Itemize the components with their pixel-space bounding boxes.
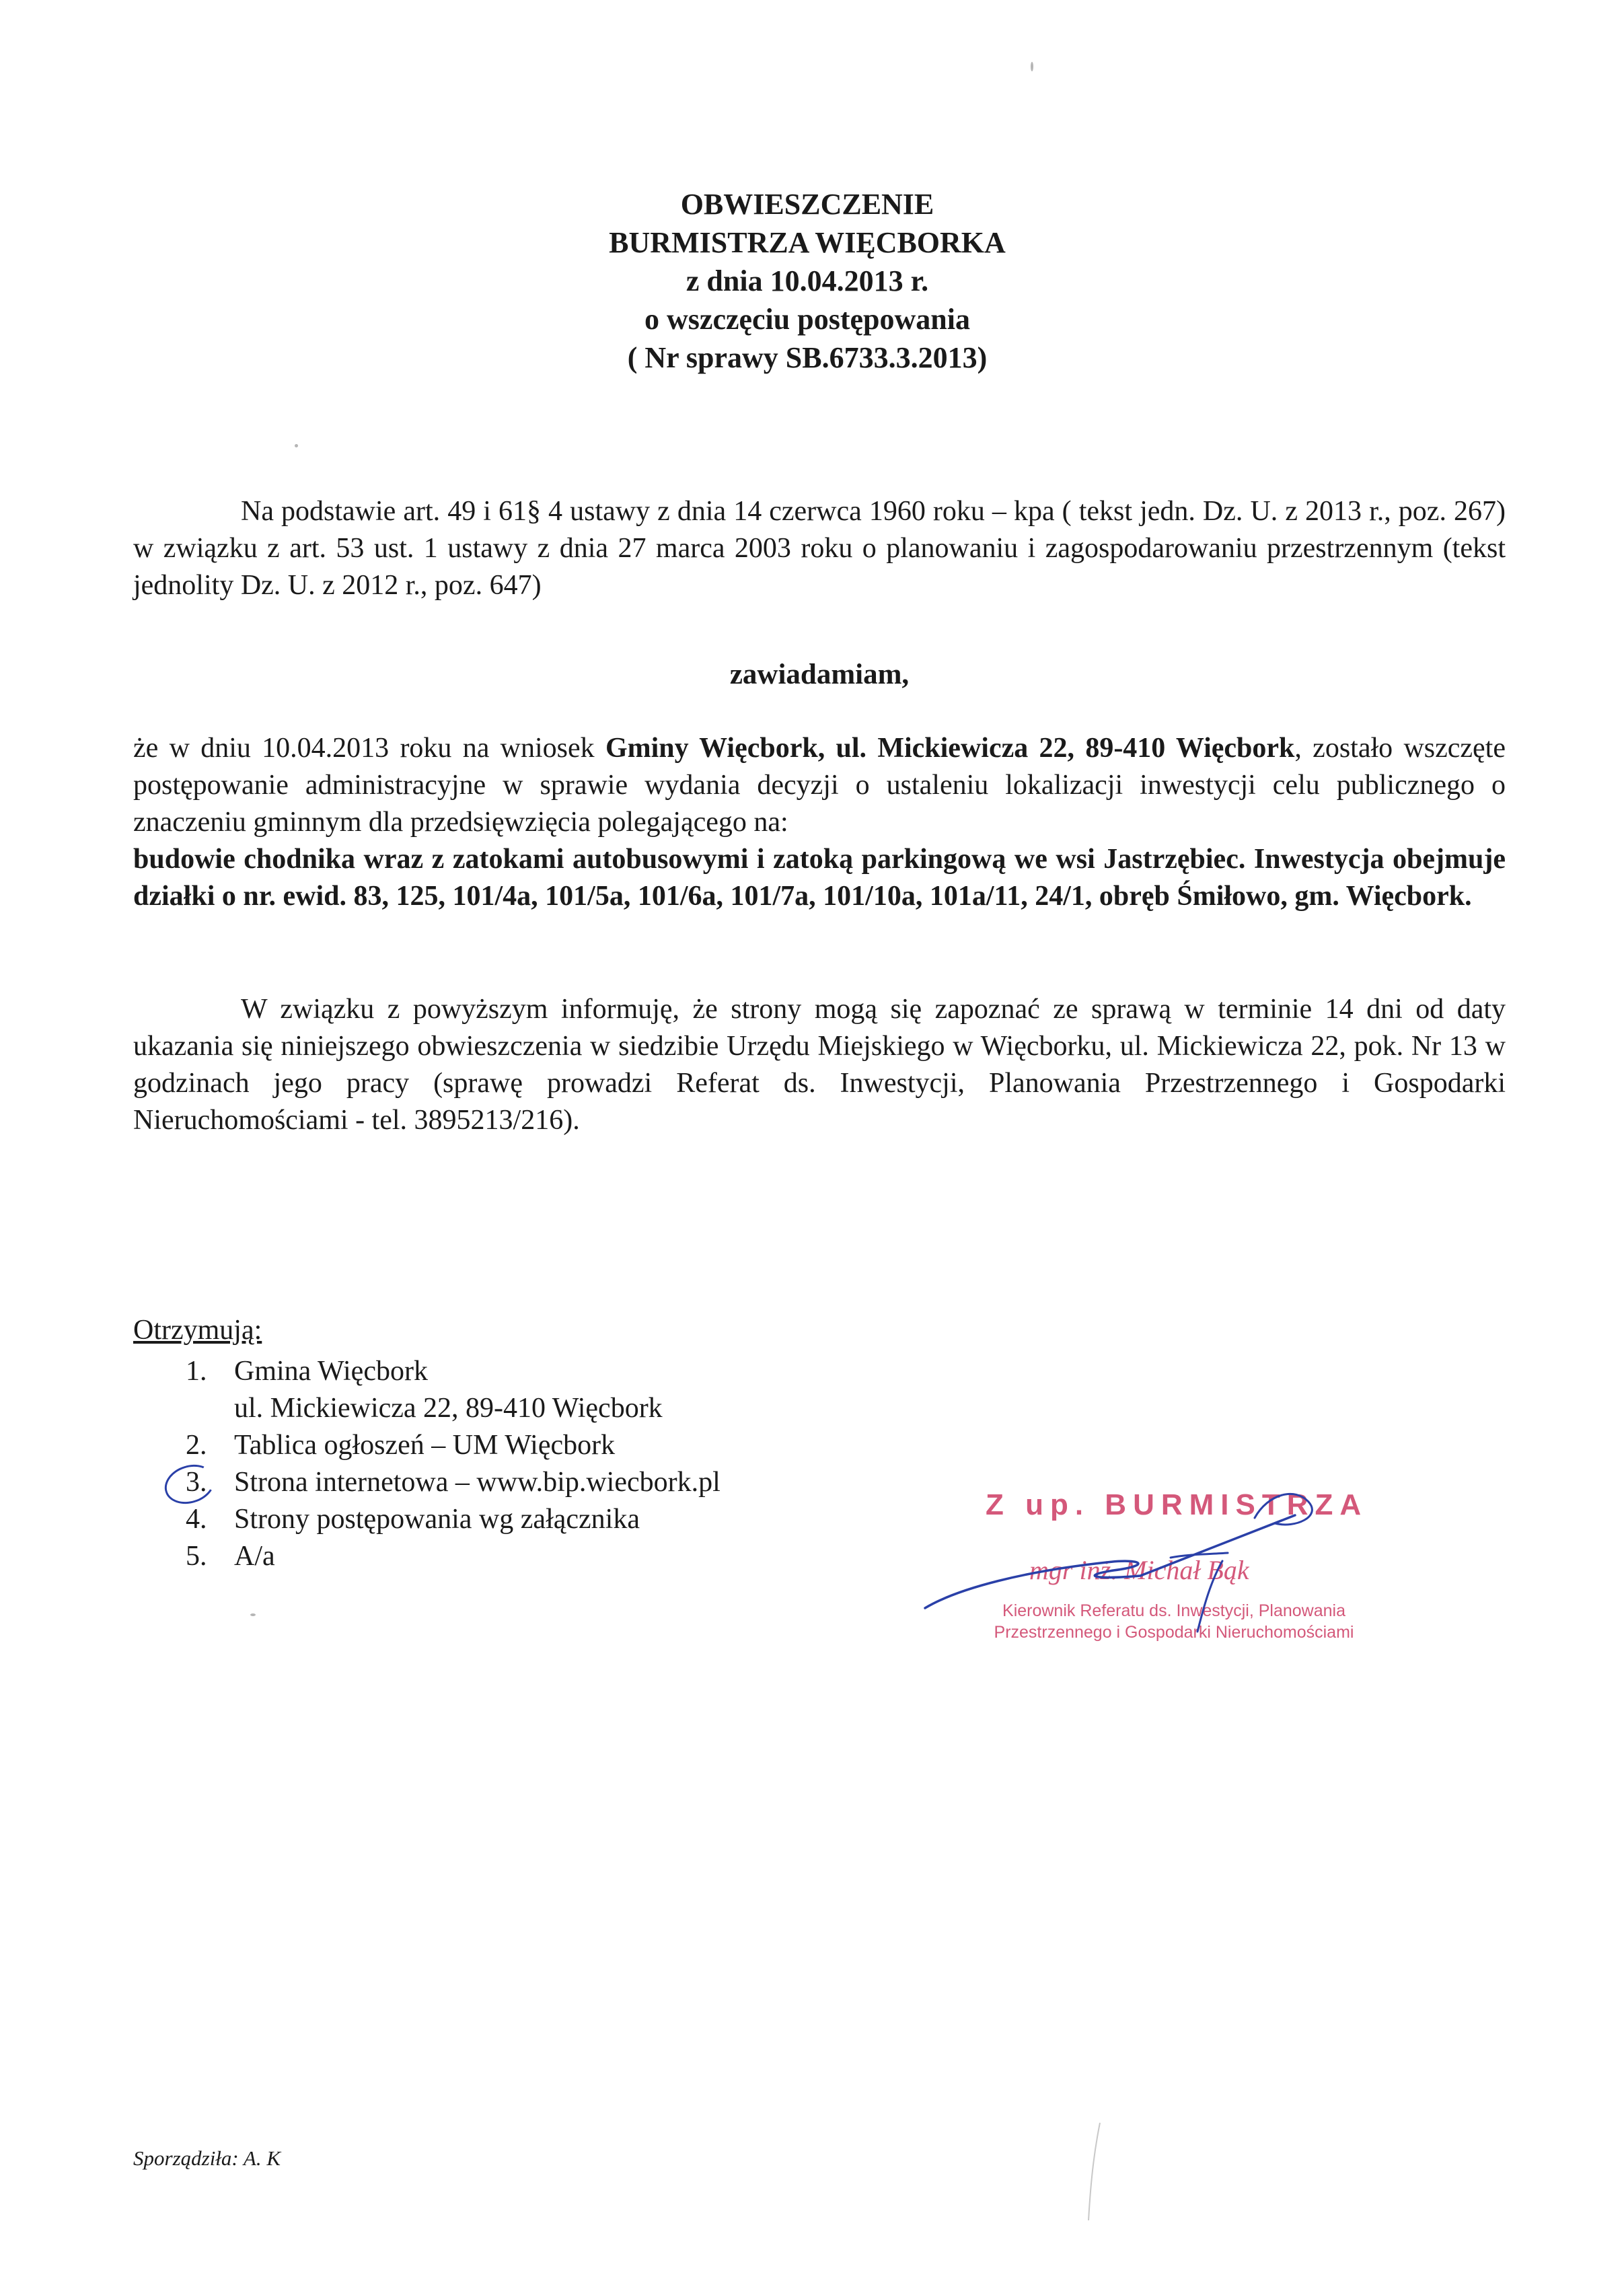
recipient-text: A/a: [234, 1541, 275, 1572]
recipient-number: 1.: [186, 1356, 207, 1387]
recipients-section: [133, 1312, 721, 1575]
recipient-number: 4.: [186, 1504, 207, 1535]
document-header: [404, 185, 1211, 377]
header-case-number: ( Nr sprawy SB.6733.3.2013): [627, 341, 988, 374]
stamp-official-name: mgr inż. Michał Bąk: [1029, 1555, 1249, 1585]
recipient-text: Strony postępowania wg załącznika: [234, 1504, 640, 1535]
recipients-title: Otrzymują:: [133, 1315, 262, 1346]
applicant-name: Gminy Więcbork, ul. Mickiewicza 22, 89-410 Więcbork: [605, 733, 1295, 764]
legal-basis-text: Na podstawie art. 49 i 61§ 4 ustawy z dnia 14 czerwca 1960 roku – kpa ( tekst jedn. Dz. U. z 2013 r., poz. 267) w związku z art. 53 ust. 1 ustawy z dnia 27 marca 2003 roku o planowaniu i zagospodarowaniu przestrzennym (tekst jednolity Dz. U. z 2012 r., poz. 647): [133, 496, 1506, 601]
recipient-text: Gmina Więcbork: [234, 1356, 428, 1387]
recipient-item: [133, 1353, 721, 1427]
header-issuer: BURMISTRZA WIĘCBORKA: [609, 226, 1006, 259]
recipient-address: ul. Mickiewicza 22, 89-410 Więcbork: [234, 1393, 663, 1424]
stamp-position-line2: Przestrzennego i Gospodarki Nieruchomościami: [994, 1623, 1354, 1642]
recipient-number: 5.: [186, 1541, 207, 1572]
recipients-list: [133, 1353, 721, 1575]
recipient-item: [133, 1538, 721, 1575]
recipient-number: 2.: [186, 1430, 207, 1461]
info-paragraph: [133, 991, 1506, 1139]
recipient-item: [133, 1464, 721, 1501]
stamp-title: Z up. BURMISTRZA: [986, 1488, 1368, 1521]
legal-basis-paragraph: [133, 493, 1506, 604]
recipient-text: Strona internetowa – www.bip.wiecbork.pl: [234, 1467, 721, 1498]
project-text: budowie chodnika wraz z zatokami autobusowymi i zatoką parkingową we wsi Jastrzębiec. Inwestycja obejmuje działki o nr. ewid. 83, 125, 101/4a, 101/5a, 101/6a, 101/7a, 101/10a, 101a/11, 24/1, obręb Śmiłowo, gm. Więcbork.: [133, 844, 1506, 912]
scan-speck: [1031, 62, 1033, 71]
announcement-heading: zawiadamiam,: [729, 659, 910, 690]
recipient-item: [133, 1501, 721, 1538]
main-text-intro: że w dniu 10.04.2013 roku na wniosek: [133, 733, 605, 764]
scan-speck: [295, 444, 298, 447]
stamp-position-line1: Kierownik Referatu ds. Inwestycji, Planowania: [1002, 1601, 1345, 1620]
scan-mark: [1076, 2119, 1117, 2227]
main-text: [133, 730, 1506, 841]
prepared-by: Sporządziła: A. K: [133, 2146, 281, 2170]
official-stamp: [918, 1487, 1382, 1669]
recipient-item: [133, 1427, 721, 1464]
main-text-proceeding: , zostało wszczęte postępowanie administracyjne w sprawie wydania decyzji o ustaleniu lokalizacji inwestycji celu publicznego o znaczeniu gminnym dla przedsięwzięcia polegającego na:: [133, 733, 1506, 838]
header-subject: o wszczęciu postępowania: [644, 303, 970, 336]
recipient-number: 3.: [186, 1467, 207, 1498]
header-title: OBWIESZCZENIE: [680, 188, 934, 221]
info-text: W związku z powyższym informuję, że strony mogą się zapoznać ze sprawą w terminie 14 dni od daty ukazania się niniejszego obwieszczenia w siedzibie Urzędu Miejskiego w Więcborku, ul. Mickiewicza 22, pok. Nr 13 w godzinach jego pracy (sprawę prowadzi Referat ds. Inwestycji, Planowania Przestrzennego i Gospodarki Nieruchomościami - tel. 3895213/216).: [133, 994, 1506, 1136]
recipient-text: Tablica ogłoszeń – UM Więcbork: [234, 1430, 616, 1461]
handwritten-signature: [918, 1487, 1382, 1669]
main-paragraph: [133, 730, 1506, 915]
header-date: z dnia 10.04.2013 r.: [686, 264, 929, 297]
project-description: [133, 841, 1506, 915]
scan-speck: [250, 1613, 256, 1616]
